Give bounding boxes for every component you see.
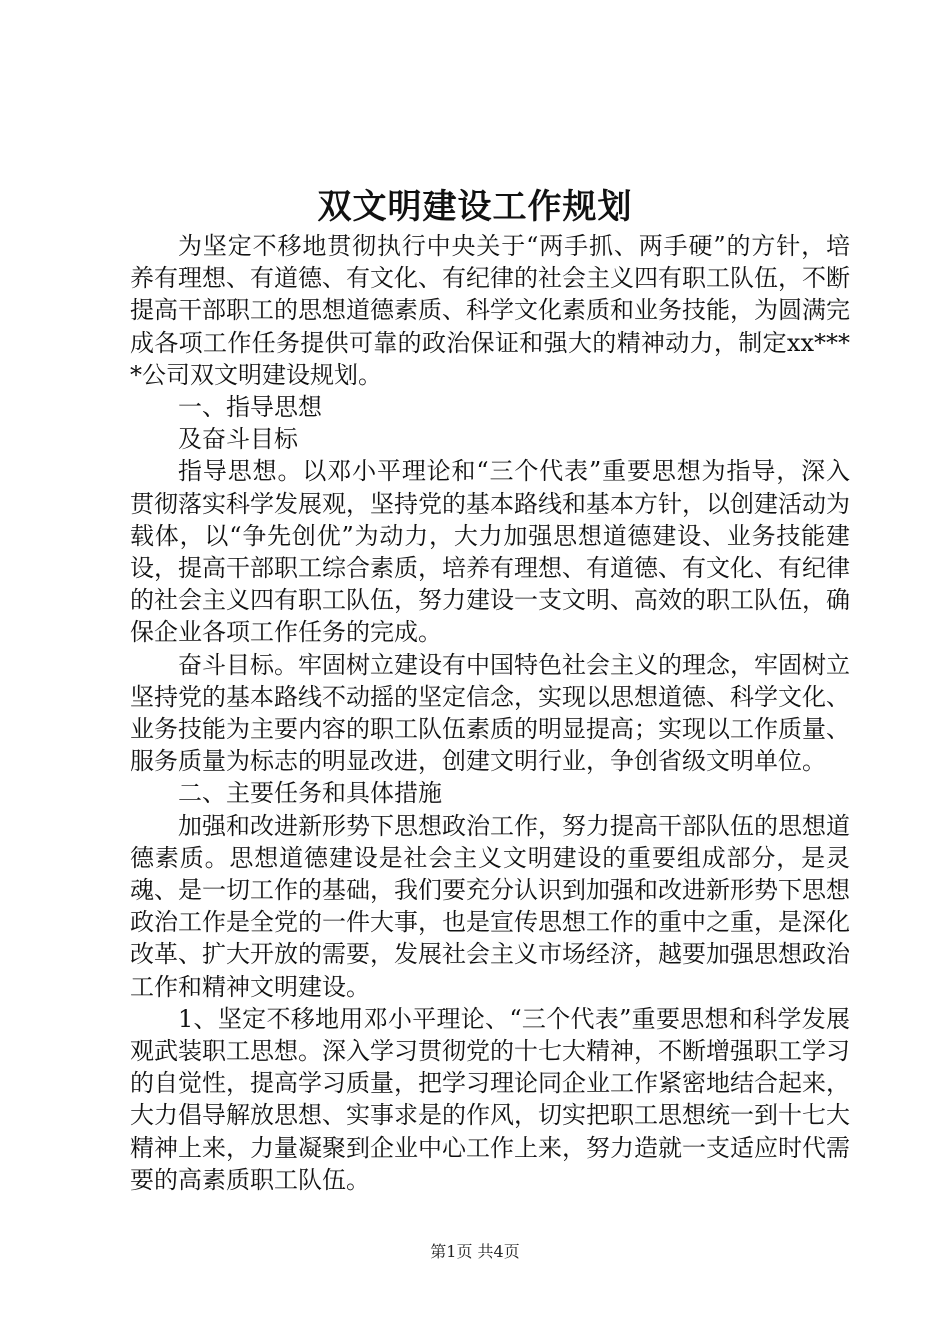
task-item-1-paragraph: 1、坚定不移地用邓小平理论、“三个代表”重要思想和科学发展观武装职工思想。深入学习贯彻党的十七大精神，不断增强职工学习的自觉性，提高学习质量，把学习理论同企业工作紧密地结合起来，大力倡导解放思想、实事求是的作风，切实把职工思想统一到十七大精神上来，力量凝聚到企业中心工作上来，努力造就一支适应时代需要的高素质职工队伍。 [130,1004,850,1194]
guiding-thought-paragraph: 指导思想。以邓小平理论和“三个代表”重要思想为指导，深入贯彻落实科学发展观，坚持党的基本路线和基本方针，以创建活动为载体，以“争先创优”为动力，大力加强思想道德建设、业务技能建设，提高干部职工综合素质，培养有理想、有道德、有文化、有纪律的社会主义四有职工队伍，努力建设一支文明、高效的职工队伍，确保企业各项工作任务的完成。 [130,457,850,647]
goals-paragraph: 奋斗目标。牢固树立建设有中国特色社会主义的理念，牢固树立坚持党的基本路线不动摇的坚定信念，实现以思想道德、科学文化、业务技能为主要内容的职工队伍素质的明显提高；实现以工作质量、服务质量为标志的明显改进，创建文明行业，争创省级文明单位。 [130,650,850,776]
intro-paragraph: 为坚定不移地贯彻执行中央关于“两手抓、两手硬”的方针，培养有理想、有道德、有文化、有纪律的社会主义四有职工队伍，不断提高干部职工的思想道德素质、科学文化素质和业务技能，为圆满完成各项工作任务提供可靠的政治保证和强大的精神动力，制定xx****公司双文明建设规划。 [130,232,850,389]
document-title: 双文明建设工作规划 [317,187,633,227]
page-number-footer: 第1页 共4页 [430,1242,520,1261]
section-heading-guiding-thought: 一、指导思想 [178,393,322,422]
document-body [130,230,850,1196]
section-heading-goals: 及奋斗目标 [178,425,298,454]
tasks-paragraph: 加强和改进新形势下思想政治工作，努力提高干部队伍的思想道德素质。思想道德建设是社会主义文明建设的重要组成部分，是灵魂、是一切工作的基础，我们要充分认识到加强和改进新形势下思想政治工作是全党的一件大事，也是宣传思想工作的重中之重，是深化改革、扩大开放的需要，发展社会主义市场经济，越要加强思想政治工作和精神文明建设。 [130,811,850,1001]
section-heading-tasks: 二、主要任务和具体措施 [178,779,442,808]
